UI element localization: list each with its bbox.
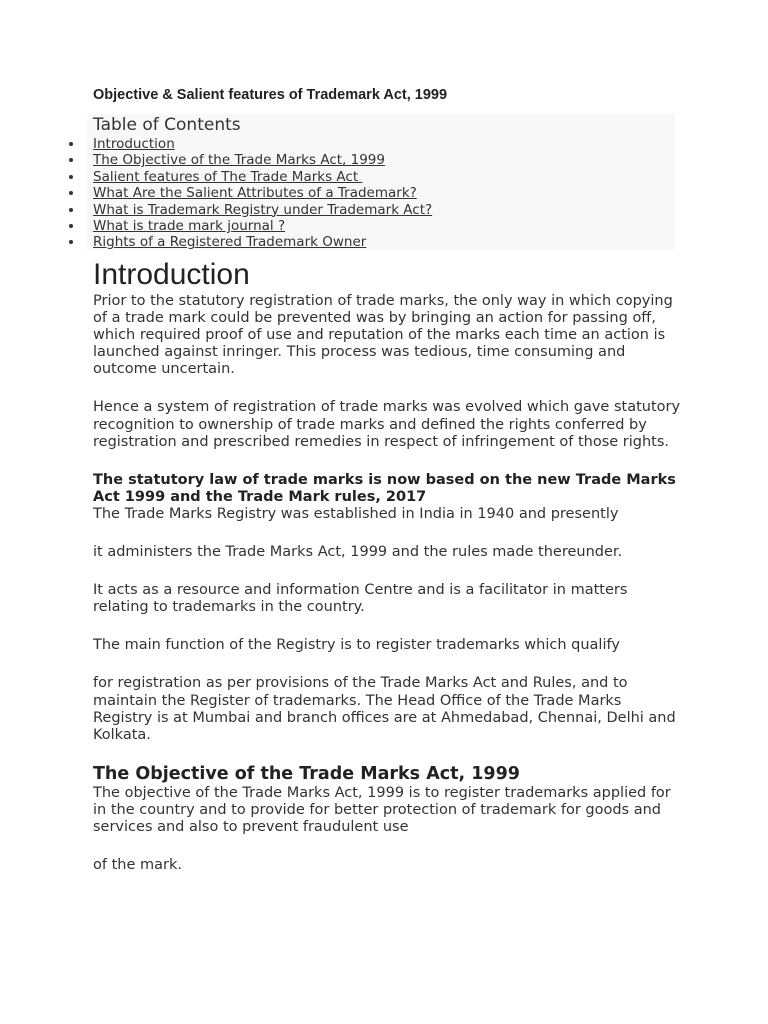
- intro-paragraph: Hence a system of registration of trade marks was evolved which gave statutory recognition to ownership of trade marks and defined the rights conferred by registration and prescribed remedies in respect of infringement of those rights.: [93, 399, 681, 450]
- toc-link-trademark-registry[interactable]: What is Trademark Registry under Trademark Act?: [93, 201, 433, 218]
- toc-link-salient-attributes[interactable]: What Are the Salient Attributes of a Trademark?: [93, 185, 417, 202]
- registry-paragraph: The Trade Marks Registry was established in India in 1940 and presently: [93, 505, 619, 522]
- bullet-icon: [69, 208, 73, 212]
- article-content: [93, 257, 683, 874]
- table-of-contents: [87, 114, 675, 250]
- bullet-icon: [69, 142, 73, 146]
- document-title: Objective & Salient features of Trademark Act, 1999: [93, 87, 448, 103]
- introduction-heading: Introduction: [93, 258, 250, 291]
- statutory-law-lead: The statutory law of trade marks is now based on the new Trade Marks Act 1999 and the Trade Mark rules, 2017: [93, 471, 676, 505]
- toc-link-objective[interactable]: The Objective of the Trade Marks Act, 1999: [93, 152, 385, 169]
- toc-link-trade-mark-journal[interactable]: What is trade mark journal ?: [93, 217, 286, 234]
- registry-paragraph: for registration as per provisions of the Trade Marks Act and Rules, and to maintain the Register of trademarks. The Head Office of the Trade Marks Registry is at Mumbai and branch offices are at Ahmedabad, Chennai, Delhi and Kolkata.: [93, 675, 676, 743]
- objective-heading: The Objective of the Trade Marks Act, 1999: [93, 763, 520, 784]
- bullet-icon: [69, 175, 73, 179]
- toc-link-owner-rights[interactable]: Rights of a Registered Trademark Owner: [93, 234, 367, 251]
- registry-paragraph: It acts as a resource and information Centre and is a facilitator in matters relating to trademarks in the country.: [93, 582, 628, 616]
- registry-paragraph: The main function of the Registry is to register trademarks which qualify: [93, 637, 620, 654]
- objective-paragraph: of the mark.: [93, 857, 182, 874]
- toc-heading: Table of Contents: [93, 115, 241, 135]
- bullet-icon: [69, 191, 73, 195]
- intro-paragraph: Prior to the statutory registration of trade marks, the only way in which copying of a trade mark could be prevented was by bringing an action for passing off, which required proof of use and reputation of the marks each time an action is launched against inringer. This process was tedious, time consuming and outcome uncertain.: [93, 293, 673, 378]
- bullet-icon: [69, 224, 73, 228]
- toc-link-introduction[interactable]: Introduction: [93, 136, 175, 152]
- bullet-icon: [69, 158, 73, 162]
- registry-paragraph: it administers the Trade Marks Act, 1999 and the rules made thereunder.: [93, 544, 623, 561]
- toc-link-salient-features[interactable]: Salient features of The Trade Marks Act: [93, 168, 363, 185]
- bullet-icon: [69, 240, 73, 244]
- objective-paragraph: The objective of the Trade Marks Act, 1999 is to register trademarks applied for in the country and to provide for better protection of trademark for goods and services and also to prevent fraudulent use: [93, 784, 671, 835]
